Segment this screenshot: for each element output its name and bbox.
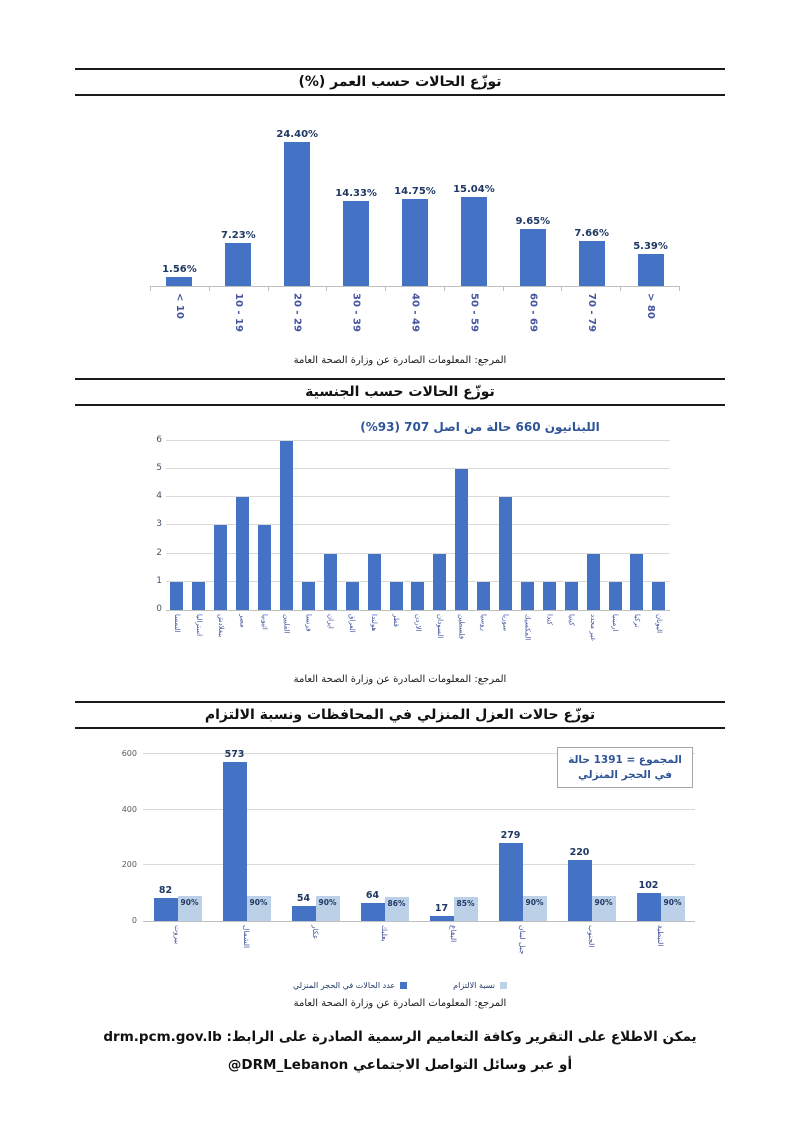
nationality-bar-slot	[319, 554, 341, 610]
nationality-section-header	[75, 378, 725, 406]
isolation-y-tick-label: 600	[121, 749, 137, 758]
age-bar-group	[444, 184, 503, 286]
nationality-x-label-text: اليونان	[654, 614, 663, 634]
nationality-bar	[609, 582, 622, 610]
isolation-compliance-value: 86%	[387, 899, 406, 908]
isolation-compliance-bar	[385, 897, 409, 921]
isolation-cases-bar	[637, 893, 661, 921]
age-x-label	[327, 293, 386, 355]
nationality-y-tick-label: 6	[156, 435, 162, 445]
age-x-label	[444, 293, 503, 355]
nationality-chart-yaxis	[150, 435, 166, 614]
isolation-cases-bar	[361, 903, 385, 921]
nationality-x-label	[232, 614, 254, 666]
isolation-bar-group	[350, 890, 419, 921]
footer-line-2-text: أو عبر وسائل التواصل الاجتماعي	[352, 1057, 573, 1073]
isolation-cases-value: 54	[296, 893, 311, 904]
nationality-bar	[368, 554, 381, 610]
age-x-label	[621, 293, 680, 355]
isolation-compliance-bar	[454, 897, 478, 921]
legend-item-cases	[293, 981, 407, 990]
nationality-x-label-text: مصر	[238, 614, 247, 628]
isolation-cases-column	[637, 880, 661, 921]
isolation-compliance-bar	[523, 896, 547, 921]
nationality-bar-slot	[517, 582, 539, 610]
isolation-compliance-value: 85%	[456, 899, 475, 908]
nationality-x-label	[297, 614, 319, 666]
nationality-bar	[433, 554, 446, 610]
nationality-x-label	[254, 614, 276, 666]
age-bar-group	[327, 188, 386, 286]
footer-line-2	[75, 1057, 725, 1073]
age-x-label-text: 40 - 49	[409, 293, 421, 332]
isolation-x-label-text: الجنوب	[587, 925, 596, 948]
isolation-compliance-bar	[316, 896, 340, 921]
nationality-bar-slot	[604, 582, 626, 610]
age-chart-bars	[150, 96, 680, 287]
nationality-x-label-text: استراليا	[194, 614, 203, 637]
nationality-x-label	[341, 614, 363, 666]
nationality-x-label-text: النمسا	[172, 614, 181, 633]
isolation-cases-value: 64	[365, 890, 380, 901]
isolation-cases-value: 220	[569, 847, 590, 858]
nationality-chart-source: المرجع: المعلومات الصادرة عن وزارة الصحة العامة	[293, 674, 507, 685]
nationality-bar-slot	[648, 582, 670, 610]
nationality-bar	[346, 582, 359, 610]
age-x-label-text: 50 - 59	[468, 293, 480, 332]
isolation-cases-bar	[430, 916, 454, 921]
nationality-x-label	[582, 614, 604, 666]
nationality-bar	[324, 554, 337, 610]
isolation-compliance-value: 90%	[663, 898, 682, 907]
age-chart-ticks	[150, 287, 680, 291]
age-x-label-text: > 80	[645, 293, 657, 319]
nationality-x-label	[407, 614, 429, 666]
nationality-x-label	[648, 614, 670, 666]
isolation-compliance-value: 90%	[180, 898, 199, 907]
age-bar-group	[503, 216, 562, 286]
isolation-cases-column	[292, 893, 316, 921]
isolation-compliance-value: 90%	[249, 898, 268, 907]
isolation-chart-yaxis	[117, 735, 143, 925]
nationality-bar-slot	[210, 525, 232, 610]
isolation-x-label	[143, 925, 212, 979]
nationality-bar-slot	[188, 582, 210, 610]
isolation-x-label-text: عكار	[311, 925, 320, 940]
nationality-bar	[521, 582, 534, 610]
nationality-bar	[390, 582, 403, 610]
nationality-y-tick-label: 2	[156, 548, 162, 558]
nationality-x-label-text: العراق	[348, 614, 357, 633]
isolation-chart-legend	[75, 981, 725, 990]
age-bar-value: 9.65%	[515, 216, 551, 227]
nationality-bar-slot	[407, 582, 429, 610]
nationality-bar	[630, 554, 643, 610]
nationality-bar	[499, 497, 512, 610]
nationality-bar-slot	[451, 469, 473, 610]
nationality-x-label-text: كندا	[545, 614, 554, 626]
isolation-compliance-bar	[247, 896, 271, 921]
age-x-label-text: 70 - 79	[586, 293, 598, 332]
nationality-x-label	[626, 614, 648, 666]
nationality-y-tick-label: 3	[156, 519, 162, 529]
nationality-x-label	[451, 614, 473, 666]
nationality-chart-xlabels	[166, 614, 670, 666]
isolation-x-label-text: النبطية	[656, 925, 665, 947]
nationality-bar-slot	[495, 497, 517, 610]
isolation-compliance-value: 90%	[594, 898, 613, 907]
age-bar-value: 1.56%	[162, 264, 197, 275]
isolation-x-label	[626, 925, 695, 979]
isolation-x-label-text: جبل لبنان	[518, 925, 527, 955]
nationality-x-label-text: اثيوبيا	[260, 614, 269, 630]
nationality-x-label	[385, 614, 407, 666]
nationality-x-label-text: قطر	[392, 614, 401, 627]
nationality-bar	[587, 554, 600, 610]
nationality-bar-slot	[626, 554, 648, 610]
isolation-x-label-text: البقاع	[449, 925, 458, 943]
compliance-legend-label: نسبة الالتزام	[453, 981, 496, 990]
age-chart-xlabels	[150, 293, 680, 355]
isolation-cases-bar	[223, 762, 247, 921]
footer-site-link[interactable]: drm.pcm.gov.lb	[103, 1029, 222, 1045]
age-chart-source: المرجع: المعلومات الصادرة عن وزارة الصحة العامة	[293, 355, 507, 366]
age-axis-tick	[445, 287, 504, 291]
nationality-bar-slot	[276, 441, 298, 610]
nationality-x-label-text: بنغلادش	[216, 614, 225, 638]
nationality-section-title: توزّع الحالات حسب الجنسية	[305, 384, 495, 400]
cases-legend-label: عدد الحالات في الحجر المنزلي	[292, 981, 396, 990]
isolation-x-label	[557, 925, 626, 979]
nationality-chart	[150, 435, 670, 614]
nationality-x-label-text: ارمينيا	[611, 614, 620, 632]
age-bar-group	[386, 186, 445, 286]
age-bar	[225, 243, 251, 286]
isolation-cases-bar	[154, 898, 178, 921]
isolation-cases-value: 279	[500, 830, 521, 841]
age-x-label-text: < 10	[173, 293, 185, 319]
cases-legend-swatch	[400, 982, 407, 989]
age-bar-group	[209, 230, 268, 286]
nationality-bar-slot	[582, 554, 604, 610]
nationality-bar	[258, 525, 271, 610]
isolation-cases-bar	[499, 843, 523, 921]
age-bar-group	[268, 129, 327, 286]
nationality-x-label-text: الاردن	[413, 614, 422, 632]
age-axis-tick	[269, 287, 328, 291]
nationality-bar	[565, 582, 578, 610]
isolation-x-label	[281, 925, 350, 979]
nationality-bar	[302, 582, 315, 610]
isolation-cases-column	[223, 749, 247, 921]
age-bar	[343, 201, 369, 286]
age-x-label	[386, 293, 445, 355]
age-bar-value: 24.40%	[276, 129, 319, 140]
age-bar-value: 7.66%	[574, 228, 610, 239]
age-bar-value: 14.75%	[394, 186, 436, 197]
nationality-chart-subtitle: اللبنانيون 660 حالة من اصل 707 (93%)	[360, 420, 600, 434]
nationality-bar-slot	[297, 582, 319, 610]
age-axis-tick	[504, 287, 563, 291]
nationality-x-label	[517, 614, 539, 666]
nationality-bar	[477, 582, 490, 610]
age-x-label	[503, 293, 562, 355]
age-bar	[579, 241, 605, 286]
nationality-chart-bars	[166, 440, 670, 610]
age-axis-tick	[327, 287, 386, 291]
age-bar	[520, 229, 546, 286]
isolation-y-tick-label: 400	[121, 805, 137, 814]
age-axis-tick	[210, 287, 269, 291]
age-chart	[150, 96, 680, 355]
isolation-x-label-text: بيروت	[173, 925, 182, 945]
isolation-bar-group	[212, 749, 281, 921]
isolation-cases-value: 102	[638, 880, 659, 891]
nationality-y-tick-label: 0	[156, 604, 162, 614]
nationality-bar	[214, 525, 227, 610]
nationality-x-label-text: غير محدد	[589, 614, 598, 641]
nationality-x-label	[604, 614, 626, 666]
age-bar	[402, 199, 428, 286]
age-bar-group	[621, 241, 680, 286]
age-bar-value: 15.04%	[453, 184, 495, 195]
age-bar-value: 7.23%	[220, 230, 256, 241]
nationality-x-label-text: سوريا	[501, 614, 510, 631]
age-x-label-text: 30 - 39	[350, 293, 362, 332]
nationality-bar-slot	[363, 554, 385, 610]
isolation-chart-xlabels	[143, 925, 695, 979]
nationality-bar	[455, 469, 468, 610]
nationality-bar-slot	[429, 554, 451, 610]
nationality-x-label-text: فلسطين	[457, 614, 466, 640]
isolation-bar-group	[488, 830, 557, 921]
footer-social-handle[interactable]: @DRM_Lebanon	[227, 1057, 349, 1073]
isolation-cases-bar	[292, 906, 316, 921]
nationality-x-label-text: السودان	[435, 614, 444, 639]
nationality-x-label	[188, 614, 210, 666]
age-bar	[284, 142, 310, 286]
isolation-bar-group	[626, 880, 695, 921]
age-bar-value: 14.33%	[335, 188, 377, 199]
isolation-cases-bar	[568, 860, 592, 921]
age-axis-tick	[621, 287, 680, 291]
isolation-bar-group	[143, 885, 212, 921]
nationality-x-label-text: المكسيك	[523, 614, 532, 641]
nationality-bar-slot	[166, 582, 188, 610]
nationality-x-label-text: روسيا	[479, 614, 488, 631]
isolation-section-title: توزّع حالات العزل المنزلي في المحافظات ونسبة الالتزام	[204, 707, 596, 723]
nationality-x-label-text: الفلبين	[282, 614, 291, 634]
nationality-x-label	[538, 614, 560, 666]
age-axis-tick	[562, 287, 621, 291]
nationality-bar-slot	[341, 582, 363, 610]
age-bar	[166, 277, 192, 286]
age-bar	[638, 254, 664, 286]
isolation-x-label	[419, 925, 488, 979]
isolation-cases-column	[499, 830, 523, 921]
footer	[75, 1029, 725, 1073]
age-x-label-text: 10 - 19	[232, 293, 244, 332]
nationality-x-label	[363, 614, 385, 666]
isolation-x-label	[488, 925, 557, 979]
nationality-bar	[280, 441, 293, 610]
age-x-label	[562, 293, 621, 355]
isolation-cases-column	[361, 890, 385, 921]
isolation-cases-column	[154, 885, 178, 921]
nationality-bar-slot	[473, 582, 495, 610]
nationality-bar	[652, 582, 665, 610]
isolation-compliance-bar	[661, 896, 685, 921]
isolation-compliance-value: 90%	[525, 898, 544, 907]
age-axis-tick	[150, 287, 210, 291]
nationality-bar	[170, 582, 183, 610]
isolation-cases-column	[568, 847, 592, 921]
isolation-cases-value: 82	[158, 885, 173, 896]
isolation-cases-value: 573	[224, 749, 245, 760]
age-bar-group	[150, 264, 209, 286]
nationality-x-label-text: ايران	[326, 614, 335, 629]
nationality-bar	[192, 582, 205, 610]
age-axis-tick	[386, 287, 445, 291]
footer-line-1	[75, 1029, 725, 1045]
nationality-bar-slot	[538, 582, 560, 610]
footer-line-1-text: يمكن الاطلاع على التقرير وكافة التعاميم الرسمية الصادرة على الرابط:	[226, 1029, 697, 1045]
nationality-bar-slot	[385, 582, 407, 610]
nationality-bar	[543, 582, 556, 610]
nationality-x-label-text: فرنسا	[304, 614, 313, 632]
nationality-y-tick-label: 4	[156, 491, 162, 501]
isolation-compliance-bar	[592, 896, 616, 921]
nationality-x-label	[166, 614, 188, 666]
nationality-x-label-text: تركيا	[632, 614, 641, 628]
nationality-bar-slot	[232, 497, 254, 610]
age-x-label	[209, 293, 268, 355]
isolation-x-label	[350, 925, 419, 979]
nationality-x-label	[276, 614, 298, 666]
age-x-label-text: 60 - 69	[527, 293, 539, 332]
isolation-x-label-text: بعلبك	[380, 925, 389, 942]
legend-item-compliance	[453, 981, 507, 990]
nationality-bar	[236, 497, 249, 610]
nationality-x-label	[429, 614, 451, 666]
age-x-label	[268, 293, 327, 355]
nationality-bar-slot	[254, 525, 276, 610]
isolation-compliance-value: 90%	[318, 898, 337, 907]
nationality-x-label-text: هولندا	[370, 614, 379, 632]
isolation-chart	[117, 735, 695, 925]
isolation-bar-group	[281, 893, 350, 921]
isolation-y-tick-label: 0	[131, 916, 137, 925]
isolation-x-label-text: الشمال	[242, 925, 251, 949]
nationality-y-tick-label: 5	[156, 463, 162, 473]
nationality-x-label	[319, 614, 341, 666]
age-section-header	[75, 68, 725, 96]
isolation-bar-group	[419, 897, 488, 921]
nationality-x-label	[560, 614, 582, 666]
nationality-bar	[411, 582, 424, 610]
isolation-compliance-bar	[178, 896, 202, 921]
isolation-total-box: المجموع = 1391 حالة في الحجر المنزلي	[557, 747, 693, 788]
compliance-legend-swatch	[500, 982, 507, 989]
nationality-x-label-text: كينيا	[567, 614, 576, 626]
nationality-y-tick-label: 1	[156, 576, 162, 586]
isolation-x-label	[212, 925, 281, 979]
age-x-label-text: 20 - 29	[291, 293, 303, 332]
age-bar	[461, 197, 487, 286]
nationality-x-label	[473, 614, 495, 666]
nationality-bar-slot	[560, 582, 582, 610]
isolation-chart-source: المرجع: المعلومات الصادرة عن وزارة الصحة العامة	[293, 998, 507, 1009]
age-bar-value: 5.39%	[633, 241, 668, 252]
nationality-x-label	[495, 614, 517, 666]
report-page	[75, 0, 725, 1073]
isolation-cases-column	[430, 903, 454, 921]
isolation-y-tick-label: 200	[121, 860, 137, 869]
isolation-cases-value: 17	[434, 903, 449, 914]
age-bar-group	[562, 228, 621, 286]
nationality-x-label	[210, 614, 232, 666]
nationality-chart-plot	[166, 440, 670, 611]
age-x-label	[150, 293, 209, 355]
isolation-chart-plot	[143, 735, 695, 922]
isolation-bar-group	[557, 847, 626, 921]
isolation-section-header	[75, 701, 725, 729]
age-section-title: توزّع الحالات حسب العمر (%)	[298, 74, 502, 90]
